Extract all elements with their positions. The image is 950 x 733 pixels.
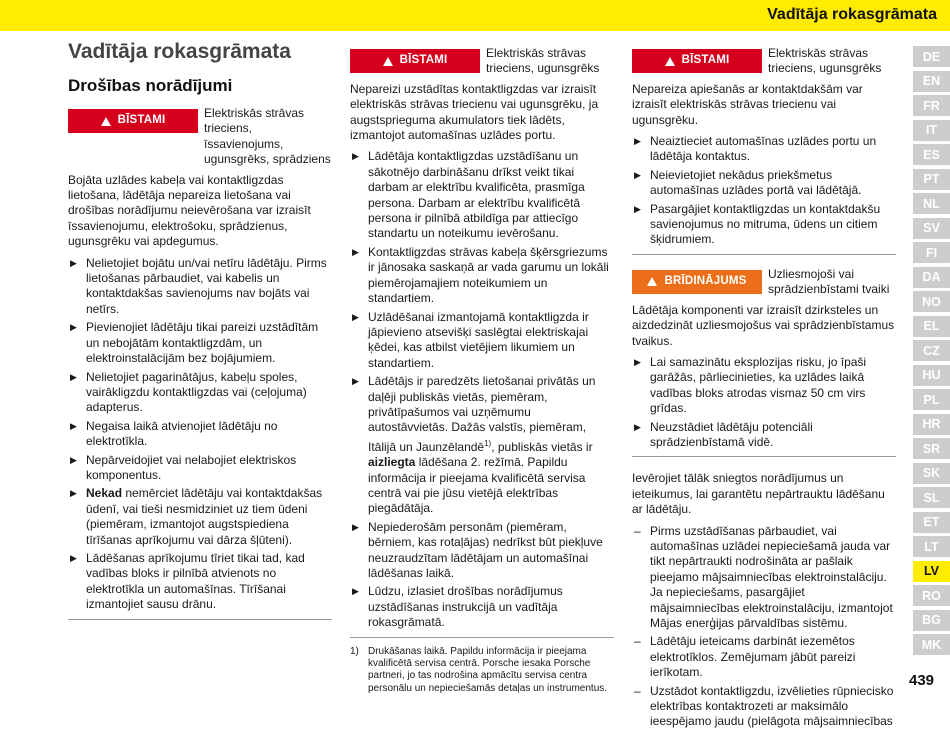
warning-triangle-icon — [647, 277, 657, 286]
danger-badge — [350, 49, 480, 73]
language-tab-it[interactable]: IT — [913, 120, 950, 141]
bullet-arrow-icon: ▶ — [352, 586, 359, 597]
bullet-arrow-icon: ▶ — [70, 257, 77, 268]
language-tab-cz[interactable]: CZ — [913, 340, 950, 361]
bullet-arrow-icon: ▶ — [70, 552, 77, 563]
bullet-arrow-icon: ▶ — [70, 322, 77, 333]
bullet-list — [350, 149, 614, 630]
header-title: Vadītāja rokasgrāmata — [767, 6, 937, 23]
list-item: ▶ Nekad nemērciet lādētāju vai kontaktdakšas ūdenī, vai tieši nesmidziniet uz tiem ūdeni (piemēram, izmantojot augstspiediena tīrīšanas aprīkojumu vai dārza šļūteni). — [70, 486, 323, 547]
danger-badge — [632, 49, 762, 73]
language-tab-el[interactable]: EL — [913, 316, 950, 337]
list-item: ▶ Uzlādēšanai izmantojamā kontaktligzda ir jāpievieno atsevišķi saslēgtai elektriskajai ķēdei, kas atbilst vietējiem likumiem un standartiem. — [352, 309, 589, 370]
intro-paragraph: Nepareizi uzstādītas kontaktligzdas var izraisīt elektriskās strāvas triecienu vai ugunsgrēku, ja augstsprieguma akumulators tiek lādēts, izmantojot automašīnas uzlādes portu. — [350, 81, 599, 143]
danger-badge — [68, 109, 198, 133]
list-item: – Lādētāju ieteicams darbināt iezemētos elektrotīklos. Zemējumam jābūt pareizi ierīkotam. — [634, 634, 856, 680]
header-bar — [0, 0, 950, 31]
list-item: ▶ Lādēšanas aprīkojumu tīriet tikai tad, kad vadības bloks ir pilnībā atvienots no elektrotīkla un automašīnas. Tīrīšanai izmantojiet sausu drānu. — [70, 550, 305, 612]
bullet-arrow-icon: ▶ — [352, 521, 359, 532]
danger-label: BĪSTAMI — [399, 54, 448, 67]
warning-text: Elektriskās strāvas trieciens, ugunsgrēks — [768, 46, 882, 76]
list-item: ▶ Kontaktligzdas strāvas kabeļa šķērsgriezums ir jānosaka saskaņā ar vada garumu un lokāli piemērojamajiem noteikumiem un standartiem. — [352, 244, 609, 306]
caution-warning — [632, 267, 896, 298]
list-item: ▶ Nelietojiet bojātu un/vai netīru lādētāju. Pirms lietošanas pārbaudiet, vai kabelis un kontaktdakšas savienojums nav bojāts vai netīrs. — [70, 255, 327, 316]
page-title: Vadītāja rokasgrāmata — [68, 40, 291, 63]
bullet-list — [632, 134, 896, 248]
list-item: ▶ Neuzstādiet lādētāju potenciāli sprādzienbīstamā vidē. — [634, 419, 813, 449]
bullet-arrow-icon: ▶ — [634, 356, 641, 367]
bullet-arrow-icon: ▶ — [70, 420, 77, 431]
language-tab-hr[interactable]: HR — [913, 414, 950, 435]
section-title: Drošības norādījumi — [68, 76, 233, 95]
list-item: ▶ Lai samazinātu eksplozijas risku, jo īpaši garāžās, pārliecinieties, ka uzlādes laikā vadības bloks atrodas vismaz 50 cm virs grīdas. — [634, 354, 867, 416]
bullet-arrow-icon: ▶ — [634, 169, 641, 180]
language-tab-sl[interactable]: SL — [913, 487, 950, 508]
divider — [68, 619, 332, 620]
bullet-arrow-icon: ▶ — [634, 136, 641, 147]
language-tab-lv[interactable]: LV — [913, 561, 950, 582]
language-tab-nl[interactable]: NL — [913, 193, 950, 214]
language-tab-pt[interactable]: PT — [913, 169, 950, 190]
bullet-arrow-icon: ▶ — [634, 421, 641, 432]
list-item: ▶ Lādētāja kontaktligzdas uzstādīšanu un sākotnējo darbināšanu drīkst veikt tikai darbam ar elektrību kvalificēta, prasmīga persona. Darbam ar elektrību kvalificētā persona ir pilnībā atbildīga par attiecīgo standartu un noteikumu ievērošanu. — [352, 149, 585, 241]
list-item: – Pirms uzstādīšanas pārbaudiet, vai automašīnas uzlādei nepieciešamā jauda var tikt nepārtraukti nodrošināta ar pašlaik pieejamo mājsaimniecības elektroinstalāciju. Ja nepieciešams, pasargājiet mājsaimniecības elektroinstalāciju, izmantojot Mājas enerģijas pārvaldības sistēmu. — [634, 523, 893, 630]
column-2 — [350, 46, 614, 695]
language-tab-es[interactable]: ES — [913, 144, 950, 165]
language-tab-bg[interactable]: BG — [913, 610, 950, 631]
danger-warning — [632, 46, 896, 77]
warning-triangle-icon — [665, 57, 675, 66]
language-tab-pl[interactable]: PL — [913, 389, 950, 410]
column-3 — [632, 46, 896, 733]
bullet-list — [632, 355, 896, 450]
intro-paragraph: Ievērojiet tālāk sniegtos norādījumus un ieteikumus, lai garantētu nepārtrauktu lādēšanu ar lādētāju. — [632, 471, 885, 517]
language-tab-fr[interactable]: FR — [913, 95, 950, 116]
list-item: ▶ Negaisa laikā atvienojiet lādētāju no elektrotīkla. — [70, 418, 278, 449]
bullet-arrow-icon: ▶ — [352, 376, 359, 387]
dash-list — [632, 524, 896, 730]
bullet-arrow-icon: ▶ — [352, 246, 359, 257]
language-tab-et[interactable]: ET — [913, 512, 950, 533]
list-item: ▶ Pievienojiet lādētāju tikai pareizi uzstādītām un nebojātām kontaktligzdām, un elektroinstalācijām bez bojājumiem. — [70, 320, 319, 366]
language-tab-sv[interactable]: SV — [913, 218, 950, 239]
language-tab-sr[interactable]: SR — [913, 438, 950, 459]
intro-paragraph: Bojāta uzlādes kabeļa vai kontaktligzdas lietošana, lādētāja nepareiza lietošana vai drošības norādījumu neievērošana var izraisīt īssavienojumu, elektrošoku, sprādzienus, ugunsgrēku vai apdegumus. — [68, 172, 311, 249]
language-tab-da[interactable]: DA — [913, 267, 950, 288]
language-tab-sk[interactable]: SK — [913, 463, 950, 484]
footnote-text: Drukāšanas laikā. Papildu informācija ir pieejama kvalificētā servisa centrā. Porsche iesaka Porsche partneri, jo tas nodrošina apmācītu servisa centra personālu un nepieciešamās detaļas un instrumentus. — [368, 645, 608, 694]
caution-label: BRĪDINĀJUMS — [664, 275, 747, 288]
list-item: ▶ Nepiederošām personām (piemēram, bērniem, kas rotaļājas) nedrīkst būt piekļuve neuzraudzītam lādētājam un automašīnai lādēšanas laikā. — [352, 519, 603, 580]
language-tab-de[interactable]: DE — [913, 46, 950, 67]
list-item: ▶ Nepārveidojiet vai nelabojiet elektriskos komponentus. — [70, 452, 297, 482]
bullet-arrow-icon: ▶ — [70, 371, 77, 382]
warning-triangle-icon — [101, 117, 111, 126]
language-tab-lt[interactable]: LT — [913, 536, 950, 557]
bullet-arrow-icon: ▶ — [352, 311, 359, 322]
dash-mark: – — [634, 634, 641, 649]
divider — [350, 637, 614, 638]
language-tab-no[interactable]: NO — [913, 291, 950, 312]
warning-text: Elektriskās strāvas trieciens, ugunsgrēks — [486, 46, 600, 76]
language-tab-ro[interactable]: RO — [913, 585, 950, 606]
warning-text: Elektriskās strāvas trieciens, īssavienojums, ugunsgrēks, sprādziens — [204, 106, 331, 167]
list-item: ▶ Neaiztieciet automašīnas uzlādes portu un lādētāja kontaktus. — [634, 134, 877, 164]
list-item: ▶ Nelietojiet pagarinātājus, kabeļu spoles, vairākligzdu kontaktligzdas vai (ceļojuma) adapterus. — [70, 369, 307, 415]
bullet-arrow-icon: ▶ — [70, 488, 77, 499]
footnote-number: 1) — [350, 645, 359, 657]
danger-label: BĪSTAMI — [117, 114, 166, 127]
column-1 — [68, 40, 332, 620]
language-tab-mk[interactable]: MK — [913, 634, 950, 655]
dash-mark: – — [634, 523, 641, 538]
warning-text: Uzliesmojoši vai sprādzienbīstami tvaiki — [768, 266, 890, 297]
bullet-arrow-icon: ▶ — [634, 203, 641, 214]
intro-paragraph: Lādētāja komponenti var izraisīt dzirksteles un aizdedzināt uzliesmojošus vai sprādzienbīstamus tvaikus. — [632, 302, 895, 348]
list-item: ▶ Lādētājs ir paredzēts lietošanai privātās un daļēji publiskās vietās, piemēram, privātīpašumos vai uzņēmumu autostāvvietās. Dažās valstīs, piemēram, Itālijā un Jaunzēlandē$^{1)}$, publiskās vietās ir aizliegta lādēšana 2. režīmā. Papildu informācija ir pieejama kvalificētā servisa centrā vai pie jūsu vietējā elektrības piegādātāja. — [352, 374, 596, 516]
list-item: – Uzstādot kontaktligzdu, izvēlieties rūpniecisko elektrības kontaktrozeti ar maksimālo ieespējamo jaudu (pielāgota mājsaimniecības — [634, 683, 894, 729]
page-number: 439 — [909, 672, 935, 689]
language-tab-fi[interactable]: FI — [913, 242, 950, 263]
bullet-arrow-icon: ▶ — [70, 454, 77, 465]
list-item: ▶ Neievietojiet nekādus priekšmetus automašīnas uzlādes portā vai lādētājā. — [634, 167, 862, 198]
list-item: ▶ Pasargājiet kontaktligzdas un kontaktdakšu savienojumus no mitruma, ūdens un citiem šķidrumiem. — [634, 201, 881, 247]
danger-warning — [68, 106, 332, 168]
footnote — [350, 646, 614, 696]
danger-label: BĪSTAMI — [681, 54, 730, 67]
warning-triangle-icon — [383, 57, 393, 66]
language-tab-en[interactable]: EN — [913, 71, 950, 92]
footnote-ref: 1) — [484, 438, 492, 448]
language-tab-hu[interactable]: HU — [913, 365, 950, 386]
danger-warning — [350, 46, 614, 77]
bullet-list — [68, 256, 332, 613]
intro-paragraph: Nepareiza apiešanās ar kontaktdakšām var izraisīt elektriskās strāvas triecienu vai ugunsgrēku. — [632, 81, 863, 127]
bullet-arrow-icon: ▶ — [352, 151, 359, 162]
dash-mark: – — [634, 683, 641, 698]
caution-badge — [632, 270, 762, 294]
list-item: ▶ Lūdzu, izlasiet drošības norādījumus uzstādīšanas instrukcijā un vadītāja rokasgrāmatā. — [352, 584, 563, 630]
